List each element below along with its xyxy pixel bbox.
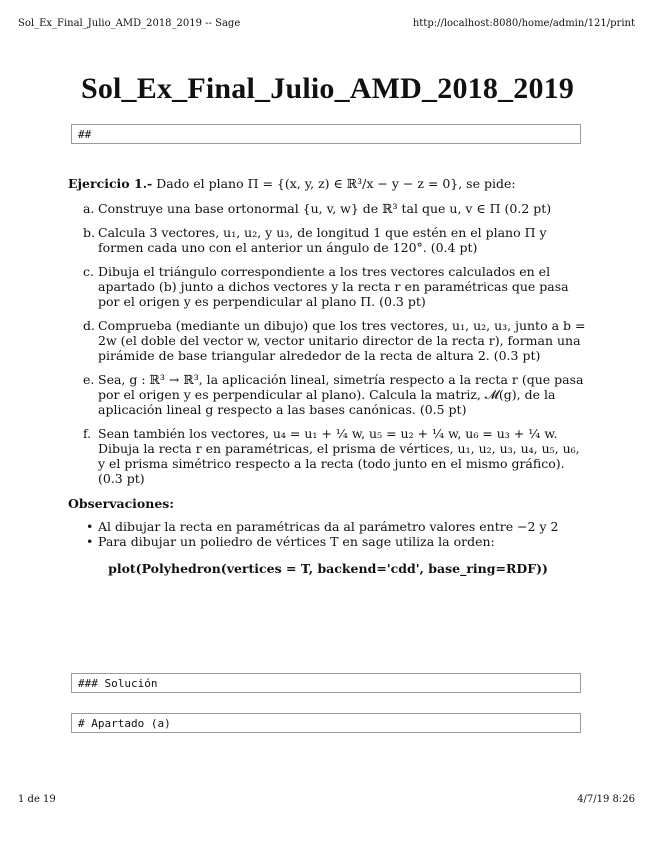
item-marker: e. (83, 372, 95, 387)
item-marker: f. (83, 426, 92, 441)
observations-title: Observaciones: (68, 496, 174, 511)
print-timestamp: 4/7/19 8:26 (577, 794, 635, 805)
item-b (83, 225, 588, 255)
item-a (83, 201, 588, 216)
code-cell-comment[interactable]: ## (71, 124, 581, 144)
observation-item: • Al dibujar la recta en paramétricas da al parámetro valores entre −2 y 2 (98, 519, 588, 534)
exercise-intro: Dado el plano (156, 176, 244, 191)
exercise-content (68, 176, 588, 576)
print-header-url: http://localhost:8080/home/admin/121/print (412, 18, 635, 29)
item-text: Sean también los vectores, u₄ = u₁ + ¼ w, u₅ = u₂ + ¼ w, u₆ = u₃ + ¼ w. Dibuja la recta r en paramétricas, el prisma de vértices, u₁, u₂, u₃, u₄, u₅, u₆, y el prisma simétrico respecto a la recta (todo junto en el mismo gráfico). (0.3 pt) (98, 426, 580, 486)
code-cell-apartado-a[interactable]: # Apartado (a) (71, 713, 581, 733)
item-c (83, 264, 588, 309)
worksheet-title: Sol_Ex_Final_Julio_AMD_2018_2019 (80, 72, 575, 105)
exercise-label: Ejercicio 1.- (68, 176, 153, 191)
item-d (83, 318, 588, 363)
item-f (83, 426, 588, 486)
exercise-tail: , se pide: (458, 176, 516, 191)
item-marker: a. (83, 201, 95, 216)
observations-list (68, 519, 588, 549)
exercise-items (68, 201, 588, 486)
page-counter: 1 de 19 (18, 794, 56, 805)
print-header-title: Sol_Ex_Final_Julio_AMD_2018_2019 -- Sage (18, 18, 241, 29)
item-marker: b. (83, 225, 95, 240)
item-marker: d. (83, 318, 95, 333)
item-e (83, 372, 588, 417)
item-text: Calcula 3 vectores, u₁, u₂, y u₃, de longitud 1 que estén en el plano Π y formen cada uno con el anterior un ángulo de 120°. (0.4 pt) (98, 225, 547, 255)
item-text: Dibuja el triángulo correspondiente a los tres vectores calculados en el apartado (b) junto a dichos vectores y la recta r en paramétricas que pasa por el origen y es perpendicular al plano Π. (0.3 pt) (98, 264, 569, 309)
item-marker: c. (83, 264, 94, 279)
plane-definition: Π = {(x, y, z) ∈ ℝ³/x − y − z = 0} (247, 176, 459, 191)
code-cell-solution-heading[interactable]: ### Solución (71, 673, 581, 693)
item-text: Comprueba (mediante un dibujo) que los tres vectores, u₁, u₂, u₃, junto a b = 2w (el doble del vector w, vector unitario director de la recta r), forman una pirámide de base triangular alrededor de la recta de altura 2. (0.3 pt) (98, 318, 586, 363)
item-text: Sea, g : ℝ³ → ℝ³, la aplicación lineal, simetría respecto a la recta r (que pasa por el origen y es perpendicular al plano). Calcula la matriz, 𝓜(g), de la aplicación lineal g respecto a las bases canónicas. (0.5 pt) (98, 372, 584, 417)
exercise-statement (68, 176, 588, 191)
item-text: Construye una base ortonormal {u, v, w} de ℝ³ tal que u, v ∈ Π (0.2 pt) (98, 201, 552, 216)
observation-item: • Para dibujar un poliedro de vértices T en sage utiliza la orden: (98, 534, 588, 549)
polyhedron-command: plot(Polyhedron(vertices = T, backend='cdd', base_ring=RDF)) (108, 561, 548, 576)
